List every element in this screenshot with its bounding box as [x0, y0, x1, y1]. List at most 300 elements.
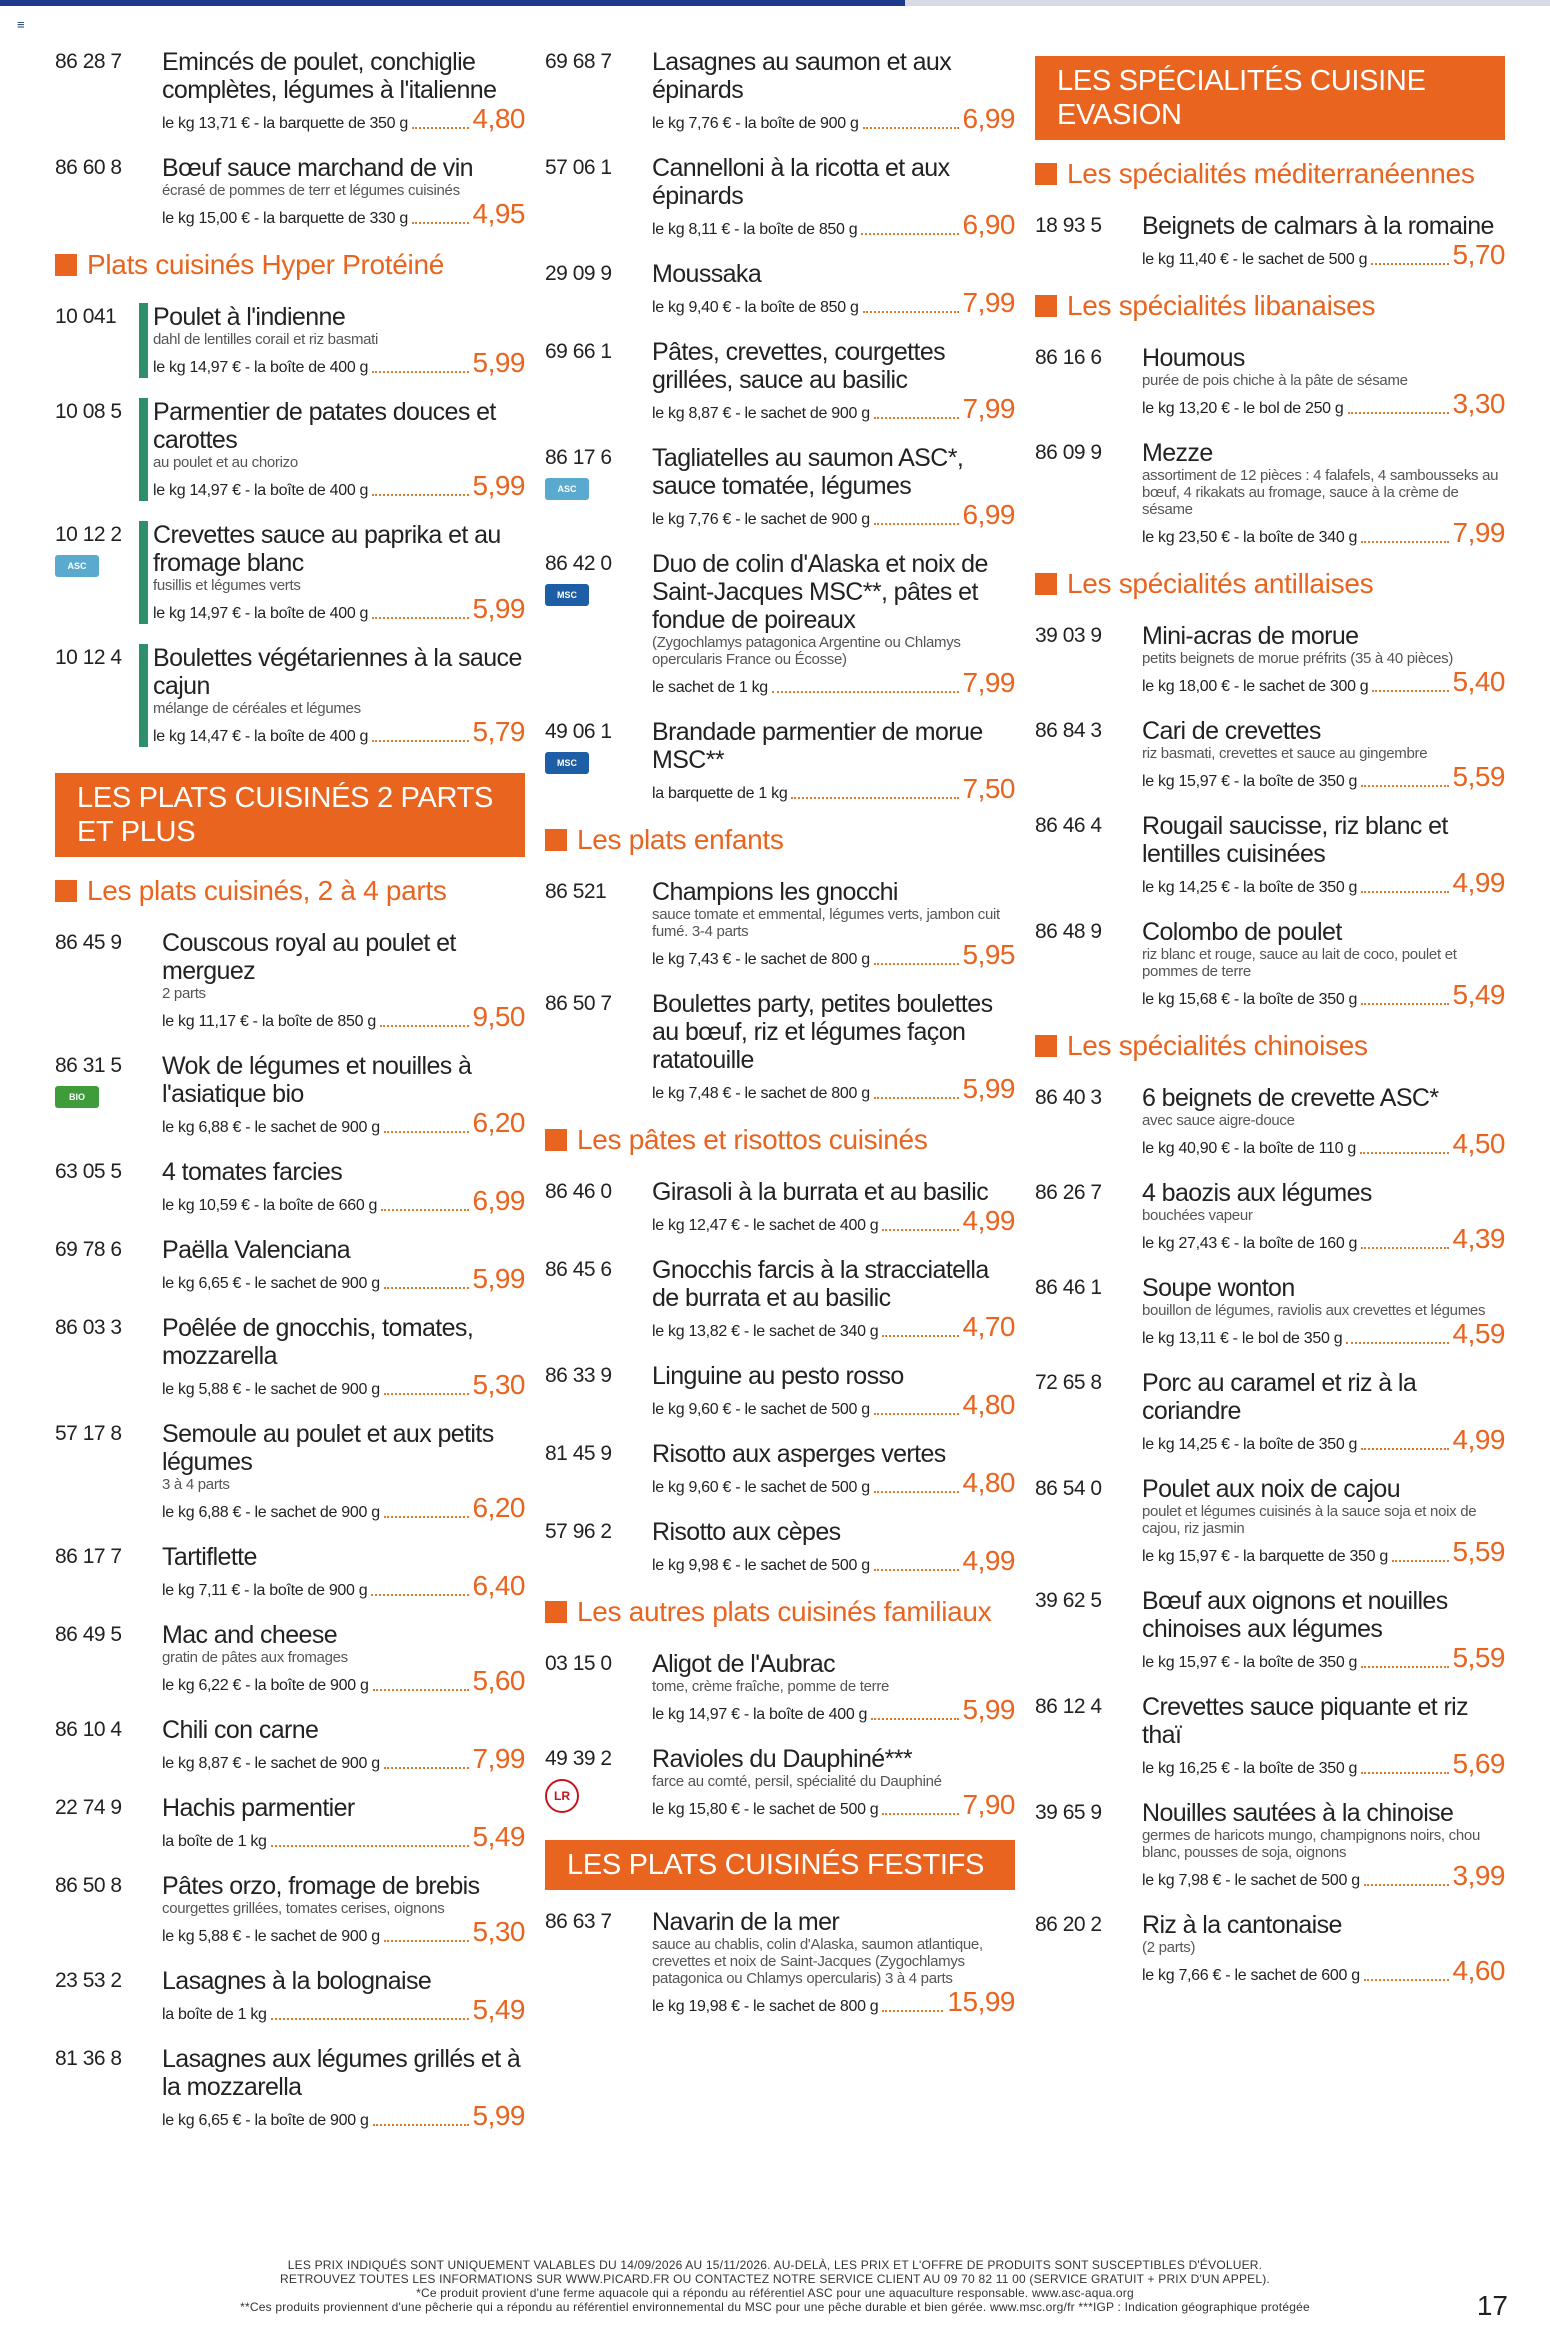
product-name: Soupe wonton: [1142, 1274, 1295, 1302]
price-line: [162, 1571, 525, 1601]
price-line: [1142, 762, 1505, 792]
product-price: 5,99: [472, 470, 525, 501]
price-line: [162, 1108, 525, 1138]
unit-price: le kg 7,76 € - le sachet de 900 g: [652, 511, 870, 528]
product-price: 6,99: [472, 1185, 525, 1216]
product-name: Lasagnes aux légumes grillés et à la mozzarella: [162, 2045, 521, 2101]
product-body: [1142, 1587, 1505, 1673]
unit-price: le kg 23,50 € - la boîte de 340 g: [1142, 529, 1358, 546]
top-bar-light: [905, 0, 1550, 6]
dot-leader: [372, 740, 468, 742]
unit-price: le kg 7,11 € - la boîte de 900 g: [162, 1582, 368, 1599]
product-item: [55, 1158, 525, 1216]
product-code: 81 45 9: [545, 1442, 612, 1465]
price-line: [1142, 1224, 1505, 1254]
product-item: [55, 303, 525, 378]
product-description: dahl de lentilles corail et riz basmati: [153, 331, 379, 348]
product-price: 6,99: [962, 499, 1015, 530]
product-item: [55, 398, 525, 501]
unit-price: le kg 13,82 € - le sachet de 340 g: [652, 1323, 879, 1340]
product-body: [652, 718, 1015, 804]
product-description: 2 parts: [162, 985, 206, 1002]
price-line: [652, 1312, 1015, 1342]
product-price: 6,20: [472, 1492, 525, 1523]
product-code: 86 17 7: [55, 1545, 122, 1568]
dot-leader: [1361, 1448, 1448, 1450]
product-body: [162, 1716, 525, 1774]
product-body: [139, 303, 525, 378]
price-line: [652, 210, 1015, 240]
dot-leader: [874, 1569, 959, 1571]
price-line: [652, 1074, 1015, 1104]
product-code: 69 68 7: [545, 50, 612, 73]
product-item: [1035, 1369, 1505, 1455]
category-heading: [545, 1596, 1015, 1628]
product-price: 7,99: [1452, 517, 1505, 548]
unit-price: le kg 14,47 € - la boîte de 400 g: [153, 728, 369, 745]
product-item: [55, 929, 525, 1032]
product-code: 10 12 4: [55, 646, 122, 669]
product-description: germes de haricots mungo, champignons noirs, chou blanc, pousses de soja, oignons: [1142, 1827, 1480, 1861]
item-group: [55, 929, 525, 2131]
product-item: [55, 2045, 525, 2131]
product-code: 86 46 0: [545, 1180, 612, 1203]
dot-leader: [371, 1594, 468, 1596]
product-name: Crevettes sauce piquante et riz thaï: [1142, 1693, 1469, 1749]
product-item: [1035, 212, 1505, 270]
product-description: 3 à 4 parts: [162, 1476, 230, 1493]
product-price: 4,60: [1452, 1955, 1505, 1986]
price-line: [652, 288, 1015, 318]
price-line: [1142, 1643, 1505, 1673]
product-name: Mini-acras de morue: [1142, 622, 1359, 650]
unit-price: le kg 7,43 € - le sachet de 800 g: [652, 951, 870, 968]
price-line: [162, 1995, 525, 2025]
product-code: 86 03 3: [55, 1316, 122, 1339]
dot-leader: [1361, 1772, 1448, 1774]
product-price: 3,30: [1452, 388, 1505, 419]
category-title: Les plats cuisinés, 2 à 4 parts: [87, 875, 447, 906]
product-item: [545, 260, 1015, 318]
product-code: 86 26 7: [1035, 1181, 1102, 1204]
product-name: Moussaka: [652, 260, 762, 288]
unit-price: le kg 15,68 € - la boîte de 350 g: [1142, 991, 1358, 1008]
product-name: Navarin de la mer: [652, 1908, 840, 1936]
dot-leader: [772, 691, 959, 693]
product-body: [162, 1158, 525, 1216]
product-body: [162, 2045, 525, 2131]
product-body: [652, 878, 1015, 970]
product-body: [162, 1967, 525, 2025]
column-1: [55, 48, 525, 2151]
product-price: 5,40: [1452, 666, 1505, 697]
price-line: [652, 1546, 1015, 1576]
price-line: [652, 1695, 1015, 1725]
category-heading: [55, 249, 525, 281]
unit-price: le kg 27,43 € - la boîte de 160 g: [1142, 1235, 1358, 1252]
product-name: Wok de légumes et nouilles à l'asiatique bio: [162, 1052, 472, 1108]
product-name: Champions les gnocchi: [652, 878, 898, 906]
product-body: [1142, 1693, 1505, 1779]
square-icon: [1035, 573, 1057, 595]
product-code: 86 20 2: [1035, 1913, 1102, 1936]
unit-price: le kg 6,65 € - le sachet de 900 g: [162, 1275, 380, 1292]
dot-leader: [882, 1229, 958, 1231]
square-icon: [55, 880, 77, 902]
item-group: [545, 48, 1015, 804]
product-price: 4,80: [962, 1389, 1015, 1420]
product-code: 86 42 0: [545, 552, 612, 575]
product-code: 86 46 4: [1035, 814, 1102, 837]
unit-price: le kg 11,17 € - la boîte de 850 g: [162, 1013, 376, 1030]
product-item: [55, 1794, 525, 1852]
category-title: Les spécialités chinoises: [1067, 1030, 1368, 1061]
product-body: [652, 1908, 1015, 2017]
square-icon: [55, 254, 77, 276]
product-item: [55, 1967, 525, 2025]
product-body: [162, 154, 525, 229]
product-name: 6 beignets de crevette ASC*: [1142, 1084, 1439, 1112]
product-price: 7,99: [962, 393, 1015, 424]
product-description: tome, crème fraîche, pomme de terre: [652, 1678, 890, 1695]
unit-price: la boîte de 1 kg: [162, 2006, 267, 2023]
price-line: [1142, 1129, 1505, 1159]
price-line: [652, 774, 1015, 804]
product-item: [55, 154, 525, 229]
price-line: [153, 594, 525, 624]
price-line: [162, 1002, 525, 1032]
product-body: [162, 1794, 525, 1852]
product-price: 7,99: [472, 1743, 525, 1774]
product-item: [1035, 1799, 1505, 1891]
dot-leader: [384, 1287, 469, 1289]
product-name: Gnocchis farcis à la stracciatella de burrata et au basilic: [652, 1256, 989, 1312]
product-price: 4,80: [962, 1467, 1015, 1498]
product-body: [652, 1745, 1015, 1820]
unit-price: le kg 16,25 € - la boîte de 350 g: [1142, 1760, 1358, 1777]
category-title: Les spécialités méditerranéennes: [1067, 158, 1475, 189]
product-code: 86 40 3: [1035, 1086, 1102, 1109]
section-banner: LES PLATS CUISINÉS FESTIFS: [545, 1840, 1015, 1890]
unit-price: le kg 15,97 € - la barquette de 350 g: [1142, 1548, 1388, 1565]
product-description: assortiment de 12 pièces : 4 falafels, 4 sambousseks au bœuf, 4 rikakats au fromage, sauce à la crème de sésame: [1142, 467, 1499, 518]
product-body: [1142, 1274, 1505, 1349]
product-price: 5,60: [472, 1665, 525, 1696]
item-group: [1035, 622, 1505, 1010]
price-line: [153, 348, 525, 378]
product-item: [545, 1362, 1015, 1420]
dot-leader: [412, 127, 469, 129]
product-code: 69 78 6: [55, 1238, 122, 1261]
dot-leader: [874, 417, 959, 419]
product-code: 86 16 6: [1035, 346, 1102, 369]
product-code: 39 65 9: [1035, 1801, 1102, 1824]
product-item: [545, 1440, 1015, 1498]
dot-leader: [384, 1516, 469, 1518]
product-name: Boulettes végétariennes à la sauce cajun: [153, 644, 522, 700]
dot-leader: [384, 1131, 469, 1133]
category-heading: [545, 1124, 1015, 1156]
product-name: Aligot de l'Aubrac: [652, 1650, 835, 1678]
product-body: [162, 1314, 525, 1400]
product-code: 86 49 5: [55, 1623, 122, 1646]
product-item: [545, 1908, 1015, 2017]
product-description: (2 parts): [1142, 1939, 1196, 1956]
product-body: [162, 48, 525, 134]
price-line: [153, 717, 525, 747]
product-price: 6,99: [962, 103, 1015, 134]
product-price: 4,80: [472, 103, 525, 134]
product-code: 86 45 9: [55, 931, 122, 954]
dot-leader: [1346, 1342, 1448, 1344]
price-line: [162, 199, 525, 229]
price-line: [1142, 240, 1505, 270]
product-price: 5,95: [962, 939, 1015, 970]
product-item: [55, 1420, 525, 1523]
product-price: 4,50: [1452, 1128, 1505, 1159]
unit-price: le kg 10,59 € - la boîte de 660 g: [162, 1197, 378, 1214]
unit-price: le kg 14,97 € - la boîte de 400 g: [153, 359, 369, 376]
product-body: [1142, 344, 1505, 419]
dot-leader: [874, 963, 959, 965]
top-bar-dark: [0, 0, 905, 6]
unit-price: la barquette de 1 kg: [652, 785, 788, 802]
unit-price: le kg 14,97 € - la boîte de 400 g: [153, 605, 369, 622]
product-name: Linguine au pesto rosso: [652, 1362, 904, 1390]
unit-price: le kg 14,97 € - la boîte de 400 g: [153, 482, 369, 499]
product-description: courgettes grillées, tomates cerises, oignons: [162, 1900, 445, 1917]
unit-price: le kg 8,11 € - la boîte de 850 g: [652, 221, 858, 238]
dot-leader: [384, 1940, 469, 1942]
dot-leader: [373, 1689, 469, 1691]
product-name: Risotto aux asperges vertes: [652, 1440, 946, 1468]
product-code: 86 09 9: [1035, 441, 1102, 464]
price-line: [1142, 1319, 1505, 1349]
product-body: [652, 48, 1015, 134]
product-body: [162, 1621, 525, 1696]
product-code: 29 09 9: [545, 262, 612, 285]
product-item: [1035, 1693, 1505, 1779]
product-price: 5,99: [962, 1694, 1015, 1725]
product-item: [55, 1052, 525, 1138]
product-price: 6,40: [472, 1570, 525, 1601]
product-price: 5,99: [472, 1263, 525, 1294]
product-body: [139, 521, 525, 624]
unit-price: le kg 9,60 € - le sachet de 500 g: [652, 1479, 870, 1496]
product-code: 86 17 6: [545, 446, 612, 469]
category-title: Les plats enfants: [577, 824, 784, 855]
product-name: Ravioles du Dauphiné***: [652, 1745, 912, 1773]
asc-label-icon: ASC: [545, 478, 589, 500]
product-code: 03 15 0: [545, 1652, 612, 1675]
dot-leader: [1361, 891, 1448, 893]
product-description: mélange de céréales et légumes: [153, 700, 361, 717]
price-line: [1142, 1425, 1505, 1455]
dot-leader: [882, 2010, 943, 2012]
product-item: [545, 550, 1015, 698]
item-group: [1035, 1084, 1505, 1986]
product-description: écrasé de pommes de terr et légumes cuisinés: [162, 182, 460, 199]
unit-price: le kg 14,25 € - la boîte de 350 g: [1142, 1436, 1358, 1453]
unit-price: le sachet de 1 kg: [652, 679, 768, 696]
unit-price: le kg 6,88 € - le sachet de 900 g: [162, 1119, 380, 1136]
product-item: [545, 154, 1015, 240]
unit-price: le kg 7,66 € - le sachet de 600 g: [1142, 1967, 1360, 1984]
footer: [0, 2258, 1550, 2314]
dot-leader: [373, 2124, 469, 2126]
product-code: 86 60 8: [55, 156, 122, 179]
product-name: 4 baozis aux légumes: [1142, 1179, 1372, 1207]
product-price: 4,99: [962, 1205, 1015, 1236]
product-body: [1142, 1369, 1505, 1455]
product-price: 6,90: [962, 209, 1015, 240]
unit-price: le kg 7,76 € - la boîte de 900 g: [652, 115, 859, 132]
square-icon: [1035, 1035, 1057, 1057]
unit-price: le kg 15,00 € - la barquette de 330 g: [162, 210, 408, 227]
dot-leader: [1371, 263, 1448, 265]
product-price: 15,99: [947, 1986, 1015, 2017]
product-name: Mezze: [1142, 439, 1213, 467]
dot-leader: [271, 2018, 469, 2020]
product-name: Poulet aux noix de cajou: [1142, 1475, 1401, 1503]
top-bar: [0, 0, 1550, 6]
product-item: [545, 1256, 1015, 1342]
category-heading: [1035, 1030, 1505, 1062]
product-price: 5,99: [472, 2100, 525, 2131]
product-name: Brandade parmentier de morue MSC**: [652, 718, 983, 774]
product-price: 7,99: [962, 667, 1015, 698]
dot-leader: [384, 1767, 469, 1769]
product-item: [1035, 439, 1505, 548]
price-line: [652, 1790, 1015, 1820]
product-code: 86 63 7: [545, 1910, 612, 1933]
product-price: 4,99: [1452, 1424, 1505, 1455]
unit-price: le kg 15,97 € - la boîte de 350 g: [1142, 773, 1358, 790]
product-price: 5,59: [1452, 761, 1505, 792]
product-body: [139, 398, 525, 501]
product-item: [545, 1178, 1015, 1236]
product-item: [55, 1872, 525, 1947]
product-name: Mac and cheese: [162, 1621, 338, 1649]
product-description: sauce au chablis, colin d'Alaska, saumon atlantique, crevettes et noix de Saint-Jacques (Zygochlamys patagonica ou Chlamys opercularis) 3 à 4 parts: [652, 1936, 983, 1987]
product-description: farce au comté, persil, spécialité du Dauphiné: [652, 1773, 942, 1790]
product-body: [1142, 1799, 1505, 1891]
price-line: [652, 668, 1015, 698]
dot-leader: [384, 1393, 469, 1395]
product-code: 10 12 2: [55, 523, 122, 546]
unit-price: le kg 14,25 € - la boîte de 350 g: [1142, 879, 1358, 896]
product-body: [1142, 1179, 1505, 1254]
product-name: Riz à la cantonaise: [1142, 1911, 1342, 1939]
dot-leader: [871, 1718, 958, 1720]
item-group: [545, 1178, 1015, 1576]
product-item: [55, 1543, 525, 1601]
product-code: 86 33 9: [545, 1364, 612, 1387]
unit-price: le kg 13,20 € - le bol de 250 g: [1142, 400, 1344, 417]
product-name: Girasoli à la burrata et au basilic: [652, 1178, 989, 1206]
dot-leader: [1361, 785, 1448, 787]
price-line: [1142, 389, 1505, 419]
asc-label-icon: ASC: [55, 555, 99, 577]
product-name: Cari de crevettes: [1142, 717, 1321, 745]
unit-price: le kg 14,97 € - la boîte de 400 g: [652, 1706, 868, 1723]
unit-price: le kg 15,80 € - le sachet de 500 g: [652, 1801, 879, 1818]
product-name: 4 tomates farcies: [162, 1158, 343, 1186]
price-line: [1142, 1537, 1505, 1567]
product-body: [1142, 212, 1505, 270]
product-description: bouchées vapeur: [1142, 1207, 1253, 1224]
product-body: [652, 154, 1015, 240]
product-price: 3,99: [1452, 1860, 1505, 1891]
product-item: [1035, 1911, 1505, 1986]
unit-price: le kg 5,88 € - le sachet de 900 g: [162, 1381, 380, 1398]
dot-leader: [861, 233, 958, 235]
product-name: Hachis parmentier: [162, 1794, 355, 1822]
product-body: [162, 1543, 525, 1601]
unit-price: le kg 13,71 € - la barquette de 350 g: [162, 115, 408, 132]
unit-price: le kg 9,40 € - la boîte de 850 g: [652, 299, 859, 316]
section-banner: LES SPÉCIALITÉS CUISINE EVASION: [1035, 56, 1505, 140]
product-code: 86 12 4: [1035, 1695, 1102, 1718]
product-code: 81 36 8: [55, 2047, 122, 2070]
category-heading: [1035, 290, 1505, 322]
unit-price: le kg 15,97 € - la boîte de 350 g: [1142, 1654, 1358, 1671]
product-description: poulet et légumes cuisinés à la sauce soja et noix de cajou, riz jasmin: [1142, 1503, 1477, 1537]
product-price: 5,99: [472, 347, 525, 378]
price-line: [162, 1186, 525, 1216]
product-body: [1142, 1911, 1505, 1986]
product-price: 5,79: [472, 716, 525, 747]
product-item: [1035, 1587, 1505, 1673]
product-description: avec sauce aigre-douce: [1142, 1112, 1295, 1129]
dot-leader: [372, 494, 468, 496]
product-name: Semoule au poulet et aux petits légumes: [162, 1420, 494, 1476]
product-price: 5,69: [1452, 1748, 1505, 1779]
product-item: [55, 1314, 525, 1400]
product-item: [55, 1621, 525, 1696]
unit-price: le kg 7,98 € - le sachet de 500 g: [1142, 1872, 1360, 1889]
product-name: Houmous: [1142, 344, 1245, 372]
square-icon: [545, 1129, 567, 1151]
category-title: Plats cuisinés Hyper Protéiné: [87, 249, 445, 280]
product-item: [55, 48, 525, 134]
unit-price: le kg 13,11 € - le bol de 350 g: [1142, 1330, 1343, 1347]
product-name: Risotto aux cèpes: [652, 1518, 841, 1546]
dot-leader: [1361, 541, 1448, 543]
menu-icon[interactable]: ≡: [17, 17, 25, 32]
dot-leader: [372, 371, 468, 373]
product-price: 4,99: [962, 1545, 1015, 1576]
dot-leader: [271, 1845, 469, 1847]
lr-label-icon: LR: [545, 1779, 579, 1813]
product-code: 86 50 8: [55, 1874, 122, 1897]
dot-leader: [882, 1813, 958, 1815]
product-price: 4,39: [1452, 1223, 1505, 1254]
product-code: 86 84 3: [1035, 719, 1102, 742]
product-price: 6,20: [472, 1107, 525, 1138]
dot-leader: [874, 1097, 959, 1099]
product-item: [55, 644, 525, 747]
unit-price: le kg 11,40 € - le sachet de 500 g: [1142, 251, 1368, 268]
price-line: [1142, 980, 1505, 1010]
product-item: [545, 338, 1015, 424]
product-code: 86 46 1: [1035, 1276, 1102, 1299]
product-price: 9,50: [472, 1001, 525, 1032]
product-name: Paëlla Valenciana: [162, 1236, 351, 1264]
product-name: Parmentier de patates douces et carottes: [153, 398, 496, 454]
product-name: Boulettes party, petites boulettes au bœuf, riz et légumes façon ratatouille: [652, 990, 993, 1074]
dot-leader: [412, 222, 469, 224]
